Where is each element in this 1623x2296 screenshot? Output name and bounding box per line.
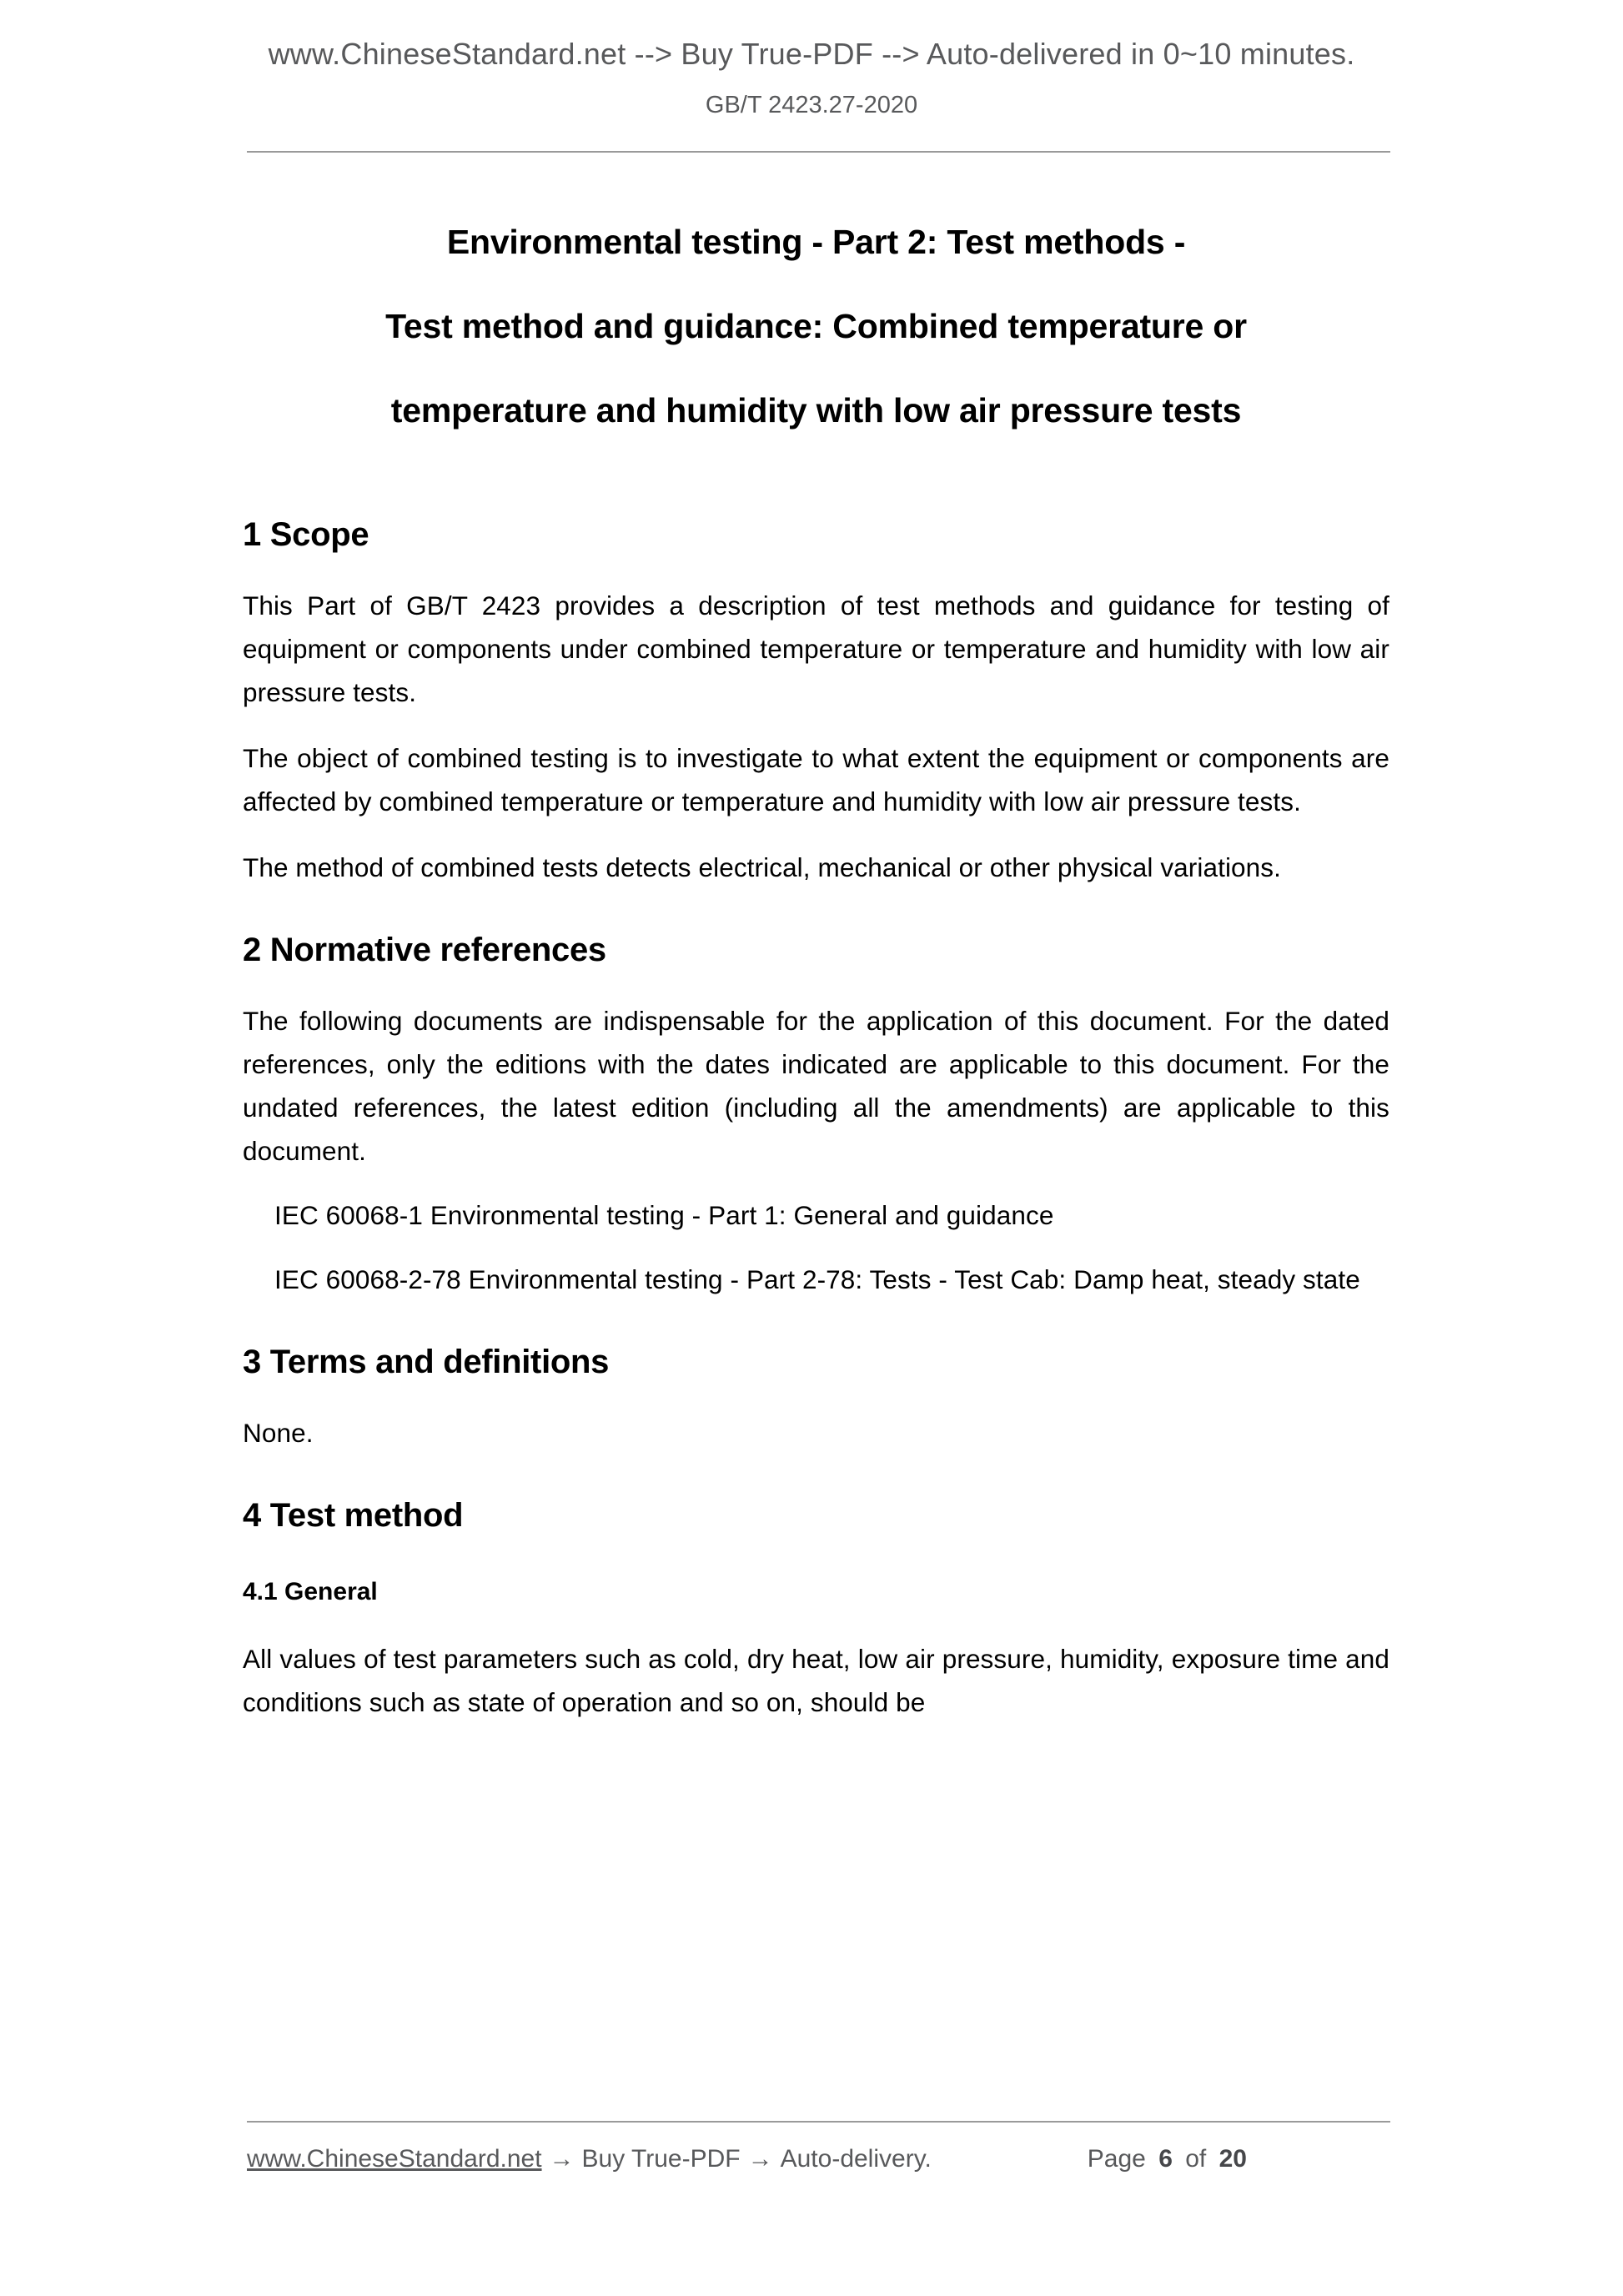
- page-number-current: 6: [1158, 2145, 1173, 2173]
- page-label: Page: [1087, 2145, 1146, 2173]
- reference-item-iec-60068-1: IEC 60068-1 Environmental testing - Part 1: General and guidance: [274, 1200, 1054, 1230]
- document-title: [243, 200, 1389, 453]
- standard-number: GB/T 2423.27-2020: [705, 92, 918, 118]
- footer-delivery-text: Auto-delivery.: [780, 2145, 932, 2173]
- paragraph-normative-references-1: The following documents are indispensable for the application of this document. For the dated references, only the editions with the dates indicated are applicable to this document. For the undated references, the latest edition (including all the amendments) are applicable to this document.: [243, 1006, 1389, 1166]
- page-of-label: of: [1185, 2145, 1207, 2173]
- arrow-right-icon-2: →: [747, 2145, 773, 2173]
- section-heading-normative-references: 2 Normative references: [243, 932, 606, 968]
- footer-divider: [247, 2121, 1390, 2123]
- section-heading-scope: 1 Scope: [243, 516, 369, 553]
- subsection-heading-general: 4.1 General: [243, 1578, 378, 1605]
- paragraph-scope-2: The object of combined testing is to investigate to what extent the equipment or components are affected by combined temperature or temperature and humidity with low air pressure tests.: [243, 743, 1389, 816]
- footer-promo: [247, 2145, 932, 2173]
- arrow-right-icon-1: →: [549, 2145, 575, 2173]
- reference-item-iec-60068-2-78: IEC 60068-2-78 Environmental testing - Part 2-78: Tests - Test Cab: Damp heat, steady state: [274, 1264, 1360, 1294]
- header-divider: [247, 151, 1390, 153]
- paragraph-general-1: All values of test parameters such as cold, dry heat, low air pressure, humidity, exposure time and conditions such as state of operation and so on, should be: [243, 1643, 1389, 1717]
- footer-url-link[interactable]: www.ChineseStandard.net: [247, 2145, 542, 2173]
- page-indicator: [1085, 2145, 1250, 2173]
- title-line-1: Environmental testing - Part 2: Test methods -: [446, 223, 1186, 261]
- document-body: [243, 200, 1389, 1724]
- promo-header-text: www.ChineseStandard.net --> Buy True-PDF --> Auto-delivered in 0~10 minutes.: [268, 37, 1355, 71]
- paragraph-scope-1: This Part of GB/T 2423 provides a description of test methods and guidance for testing of equipment or components under combined temperature or temperature and humidity with low air pressure tests.: [243, 590, 1389, 707]
- title-line-2: Test method and guidance: Combined temperature or: [385, 307, 1247, 345]
- section-heading-terms-and-definitions: 3 Terms and definitions: [243, 1344, 610, 1380]
- section-heading-test-method: 4 Test method: [243, 1497, 464, 1534]
- paragraph-scope-3: The method of combined tests detects electrical, mechanical or other physical variations.: [243, 852, 1281, 882]
- paragraph-terms-none: None.: [243, 1418, 314, 1448]
- page-number-total: 20: [1219, 2145, 1247, 2173]
- title-line-3: temperature and humidity with low air pressure tests: [390, 391, 1242, 430]
- footer-buy-text: Buy True-PDF: [581, 2145, 741, 2173]
- page-footer: [247, 2138, 1390, 2181]
